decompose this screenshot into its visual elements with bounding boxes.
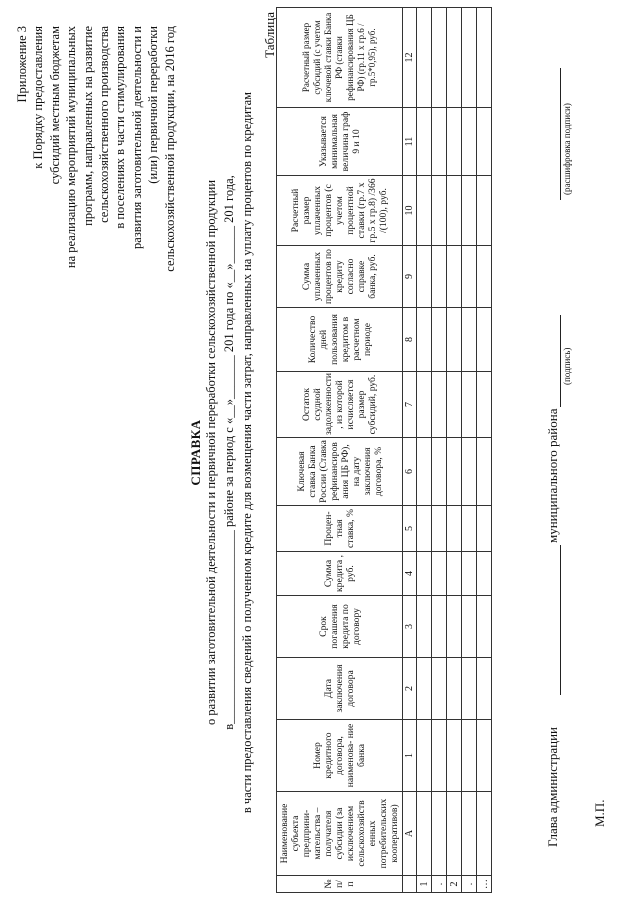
header-cell: Количество дней пользования кредитом в расчетном периоде [277,308,403,372]
table-cell [462,438,477,506]
appendix-line: субсидий местным бюджетам [47,26,62,185]
table-cell [462,372,477,438]
subtitle-line-2: в_______________________________ районе за период с «__»_______ 201 года по «__»______ 201 года, [222,175,236,730]
table-cell [462,720,477,792]
table-cell [432,176,447,246]
table-cell [462,246,477,308]
table-cell [432,308,447,372]
header-cell: Расчетный размер уплаченных процентов (с учетом процентной ставки (гр.7 х гр.5 х гр.8) /366 /(100), руб. [277,176,403,246]
table-cell [447,176,462,246]
table-cell [417,792,432,876]
table-cell [447,792,462,876]
number-cell: 10 [403,176,417,246]
table-cell [417,552,432,596]
header-cell: Сумма уплаченных процентов по кредиту согласно справке банка, руб. [277,246,403,308]
appendix-line: (или) первичной переработки [146,26,161,184]
table-cell [432,720,447,792]
decode-line [560,68,561,200]
table-cell [417,108,432,176]
document-title: СПРАВКА [188,419,203,486]
appendix-line: Приложение 3 [15,26,29,103]
number-cell: 7 [403,372,417,438]
table-cell [462,506,477,552]
appendix-line: программ, направленных на развитие [80,26,95,226]
row-number: 2 [447,876,462,893]
table-cell [462,552,477,596]
appendix-line: сельскохозяйственного производства [97,26,112,223]
header-cell: Номер кредитного договора, наименова- ние банка [277,720,403,792]
header-cell: Процен- тная ставка, % [277,506,403,552]
header-cell: Ключевая ставка Банка России (Ставка рефинансиров ания ЦБ РФ), на дату заключения договора, % [277,438,403,506]
table-cell [432,108,447,176]
table-cell [462,308,477,372]
table-cell [477,372,492,438]
table-label: Таблица [262,12,277,58]
decode-caption: (расшифровка подписи) [562,103,572,195]
row-number: . [432,876,447,893]
table-row [447,8,462,893]
column-number-row [403,8,417,893]
table-cell [447,372,462,438]
table-row [417,8,432,893]
table-cell [477,246,492,308]
sign-caption: (подпись) [562,347,572,385]
table-cell [417,658,432,720]
table-cell [447,720,462,792]
row-number: … [477,876,492,893]
table-cell [447,308,462,372]
table-cell [477,552,492,596]
stamp-label: М.П. [592,799,607,827]
number-cell: 12 [403,8,417,108]
table-cell [432,246,447,308]
table-cell [447,506,462,552]
number-cell [403,876,417,893]
appendix-line: развития заготовительной деятельности и [129,26,144,249]
table-cell [477,506,492,552]
table-cell [477,720,492,792]
table-cell [417,246,432,308]
number-cell: 5 [403,506,417,552]
table-cell [477,658,492,720]
header-cell: Срок погашения кредита по договору [277,596,403,658]
appendix-line: в поселениях в части стимулирования [113,26,128,229]
row-number: . [462,876,477,893]
row-number: 1 [417,876,432,893]
header-cell: Сумма кредита , руб. [277,552,403,596]
header-cell: Расчетный размер субсидий (с учетом ключевой ставки Банка РФ (ставки рефинансирования ЦБ РФ) (гр.11 х гр.6 / гр.5*0,95), руб. [277,8,403,108]
table-cell [447,246,462,308]
table-cell [432,372,447,438]
table-row [477,8,492,893]
header-cell: Указывается минимальная величина граф 9 и 10 [277,108,403,176]
table-cell [432,596,447,658]
number-cell: 8 [403,308,417,372]
table-cell [417,596,432,658]
table-cell [432,658,447,720]
table-cell [447,108,462,176]
table-cell [447,596,462,658]
table-cell [462,658,477,720]
table-cell [447,658,462,720]
table-cell [417,506,432,552]
table-row [462,8,477,893]
table-cell [447,8,462,108]
table-cell [477,792,492,876]
number-cell: 6 [403,438,417,506]
number-cell: 1 [403,720,417,792]
table-cell [447,438,462,506]
sign-line [560,315,561,407]
table-cell [477,438,492,506]
table-cell [477,308,492,372]
table-cell [417,8,432,108]
table-cell [477,176,492,246]
district-label: муниципального района [545,408,560,543]
table-cell [417,438,432,506]
name-line [560,545,561,695]
data-table [276,7,492,893]
table-cell [462,8,477,108]
table-row [432,8,447,893]
table-cell [417,720,432,792]
number-cell: 4 [403,552,417,596]
number-cell: А [403,792,417,876]
table-cell [462,108,477,176]
table-cell [477,108,492,176]
header-cell: № п/ п [277,876,403,893]
number-cell: 9 [403,246,417,308]
table-cell [462,792,477,876]
number-cell: 3 [403,596,417,658]
head-label: Глава администрации [545,726,560,847]
table-cell [417,372,432,438]
table-cell [432,792,447,876]
table-cell [417,308,432,372]
header-cell: Наименование субъекта предприни- мательства – получателя субсидии (за исключением сельскохозяйств енных потребительских кооперативов) [277,792,403,876]
number-cell: 2 [403,658,417,720]
subtitle-line-3: в части предоставления сведений о полученном кредите для возмещения части затрат, направленных на уплату процентов по кредитам [240,91,254,814]
number-cell: 11 [403,108,417,176]
table-cell [447,552,462,596]
table-cell [462,176,477,246]
appendix-line: на реализацию мероприятий муниципальных [64,26,79,269]
table-cell [432,438,447,506]
appendix-block [14,26,178,386]
header-row [277,8,403,893]
subtitle-line-1: о развитии заготовительной деятельности и первичной переработки сельскохозяйственной продукции [204,179,218,726]
table-cell [417,176,432,246]
table-cell [432,506,447,552]
table-cell [432,552,447,596]
table-cell [477,596,492,658]
table-cell [462,596,477,658]
header-cell: Дата заключения договора [277,658,403,720]
table-cell [432,8,447,108]
appendix-line: к Порядку предоставления [31,26,46,169]
appendix-line: сельскохозяйственной продукции, на 2016 год [162,26,177,272]
header-cell: Остаток ссудной задолженности , из которой исчисляется размер субсидий, руб. [277,372,403,438]
table-cell [477,8,492,108]
